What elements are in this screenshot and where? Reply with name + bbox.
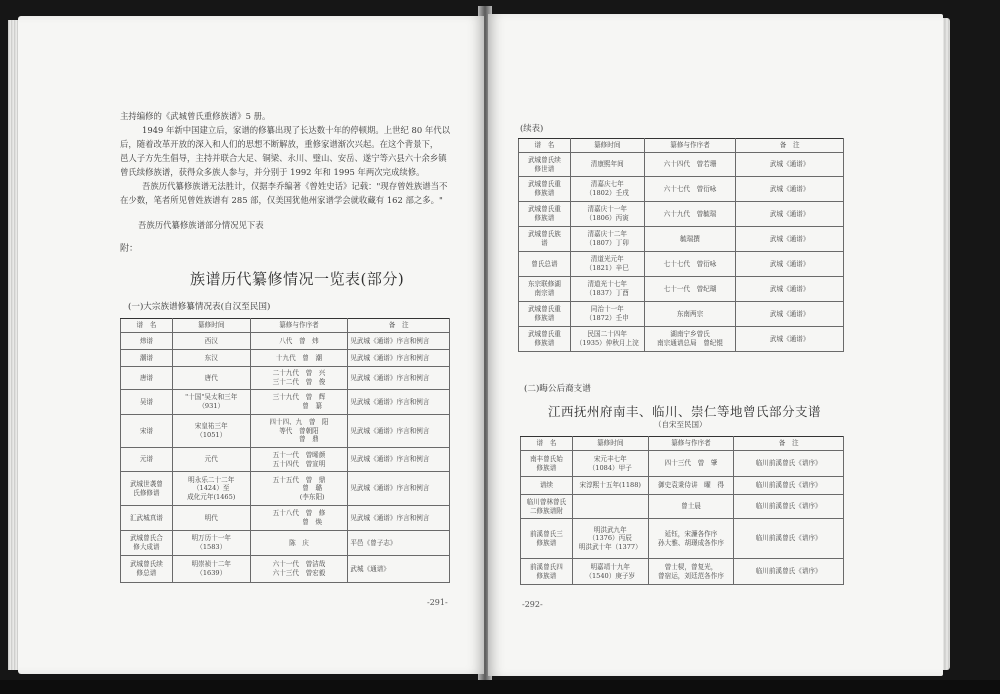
cell: 前溪曾氏三 修族谱: [521, 519, 573, 559]
cell: 六十一代 曾洁哉 六十三代 曾宏毅: [250, 556, 348, 583]
appendix-label: 附：: [120, 244, 139, 254]
cell: [572, 495, 648, 519]
cell: 明永乐二十二年 （1424）至 成化元年(1465): [172, 472, 250, 506]
cell: 武城曾氏重 修族谱: [519, 202, 571, 227]
cell: 武城《通谱》: [736, 277, 844, 302]
cell: 曾士晨: [648, 495, 734, 519]
col-header: 纂修时间: [172, 319, 250, 333]
cell: 曾氏总谱: [519, 252, 571, 277]
table-row: [121, 472, 450, 506]
cell: 宋元丰七年 （1084）甲子: [572, 451, 648, 477]
table-row: [519, 227, 844, 252]
cell: 清康熙年间: [570, 153, 644, 177]
page-number-right: -292-: [522, 600, 543, 609]
cell: 武城曾氏重 修族谱: [519, 327, 571, 352]
cell: 八代 曾 炜: [250, 333, 348, 350]
intro-line: 在少数，笔者所见曾姓族谱有 285 部，仅美国犹他州家谱学会就收藏有 162 部之多。": [120, 195, 443, 205]
cell: 六十九代 曾毓瑞: [644, 202, 736, 227]
cell: 临川前溪曾氏《谱序》: [734, 451, 844, 477]
table-row: [519, 153, 844, 177]
cell: 武城《通谱》: [736, 177, 844, 202]
cell: 明代: [172, 506, 250, 531]
cell: 十九代 曾 潮: [250, 350, 348, 367]
col-header: 备 注: [734, 437, 844, 451]
table-row: [519, 277, 844, 302]
table-row: [121, 350, 450, 367]
section2-title: 江西抚州府南丰、临川、崇仁等地曾氏部分支谱: [548, 404, 822, 419]
table-row: [519, 302, 844, 327]
cell: 武城《通谱》: [736, 252, 844, 277]
cell: 武城《通谱》: [736, 153, 844, 177]
col-header: 纂修时间: [570, 139, 644, 153]
cell: 七十七代 曾衍咏: [644, 252, 736, 277]
cell: 毓瑞撰: [644, 227, 736, 252]
table-great-lineage: [120, 318, 450, 583]
table-continued: [518, 138, 844, 352]
cell: 五十八代 曾 修 曾 焕: [250, 506, 348, 531]
cell: 六十七代 曾衍咏: [644, 177, 736, 202]
cell: 见武城《通谱》序言和例言: [348, 472, 450, 506]
cell: 同治十一年 （1872）壬申: [570, 302, 644, 327]
cell: 见武城《通谱》序言和例言: [348, 390, 450, 415]
cell: 平邑《曾子志》: [348, 531, 450, 556]
cell: 武城《通谱》: [736, 202, 844, 227]
table-row: [121, 415, 450, 448]
col-header: 纂修与作序者: [250, 319, 348, 333]
cell: 清嘉庆十一年 （1806）丙寅: [570, 202, 644, 227]
cell: 清道光十七年 （1837）丁酉: [570, 277, 644, 302]
cell: 宋谱: [121, 415, 173, 448]
main-title: 族谱历代纂修情况一览表(部分): [190, 270, 405, 288]
cell: 元谱: [121, 448, 173, 472]
table1-caption: (一)大宗族谱修纂情况表(自汉至民国): [128, 302, 271, 312]
cell: 武城《通谱》: [736, 227, 844, 252]
table-row: [521, 519, 844, 559]
col-header: 备 注: [348, 319, 450, 333]
cell: 武城《通谱》: [736, 327, 844, 352]
cell: 临川曾林曾氏 二修族谱附: [521, 495, 573, 519]
col-header: 备 注: [736, 139, 844, 153]
cell: 武城曾氏重 修族谱: [519, 177, 571, 202]
table-row: [519, 327, 844, 352]
table-row: [121, 333, 450, 350]
cell: 五十一代 曾晞颜 五十四代 曾宣明: [250, 448, 348, 472]
cell: 清嘉庆十二年 （1807）丁卯: [570, 227, 644, 252]
cell: 武城曾氏合 修大成谱: [121, 531, 173, 556]
table-row: [521, 559, 844, 585]
cell: 见武城《通谱》序言和例言: [348, 333, 450, 350]
cell: 明万历十一年 （1583）: [172, 531, 250, 556]
cell: 武城曾氏续 修总谱: [121, 556, 173, 583]
cell: 五十五代 曾 鼎 曾 璐 (李东阳): [250, 472, 348, 506]
cell: 明嘉靖十九年 （1540）庚子岁: [572, 559, 648, 585]
cell: 临川前溪曾氏《谱序》: [734, 495, 844, 519]
cell: 武城曾氏续 修世谱: [519, 153, 571, 177]
intro-line: 后，随着改革开放的深入和人们的思想不断解放，重修家谱渐次兴起。在这个背景下，: [120, 139, 439, 149]
table-row: [521, 477, 844, 495]
cell: 见武城《通谱》序言和例言: [348, 506, 450, 531]
cell: 谱续: [521, 477, 573, 495]
table-row: [121, 390, 450, 415]
cell: 临川前溪曾氏《谱序》: [734, 519, 844, 559]
table-row: [121, 448, 450, 472]
cell: 明崇祯十二年 （1639）: [172, 556, 250, 583]
cell: 武城曾氏族 谱: [519, 227, 571, 252]
cell: 曾士棂，曾复光， 曾宿运，刘廷范各作序: [648, 559, 734, 585]
cell: 汇武城真谱: [121, 506, 173, 531]
cell: 二十九代 曾 兴 三十二代 曾 俊: [250, 367, 348, 390]
cell: 六十四代 曾若珊: [644, 153, 736, 177]
cell: 唐谱: [121, 367, 173, 390]
cell: 宋皇祐三年 （1051）: [172, 415, 250, 448]
table-row: [519, 177, 844, 202]
col-header: 纂修时间: [572, 437, 648, 451]
cell: 武城《通谱》: [736, 302, 844, 327]
continued-label: (续表): [520, 123, 544, 133]
table-surface: [0, 680, 1000, 694]
cell: 炜谱: [121, 333, 173, 350]
intro-line: 曾氏续修族谱，获得众多族人参与，并分别于 1992 年和 1995 年两次完成续修。: [120, 167, 425, 177]
col-header: 纂修与作序者: [648, 437, 734, 451]
cell: 明洪武九年 （1376）丙辰 明洪武十年（1377）: [572, 519, 648, 559]
cell: 三十九代 曾 辉 曾 纂: [250, 390, 348, 415]
cell: 元代: [172, 448, 250, 472]
cell: 见武城《通谱》序言和例言: [348, 448, 450, 472]
cell: 武城《通谱》: [348, 556, 450, 583]
cell: 陈 庆: [250, 531, 348, 556]
col-header: 谱 名: [519, 139, 571, 153]
section2-subtitle: （自宋至民国）: [654, 420, 707, 429]
intro-line: 邑人子方先生倡导，主持并联合大足、铜梁、永川、璧山、安岳、遂宁等六县六十余乡镇: [120, 153, 447, 163]
col-header: 纂修与作序者: [644, 139, 736, 153]
cell: "十国"吴太和三年 （931）: [172, 390, 250, 415]
cell: 见武城《通谱》序言和例言: [348, 415, 450, 448]
cell: 吴谱: [121, 390, 173, 415]
cell: 四十四、九 曾 阳 等代 曾朝阳 曾 鼎: [250, 415, 348, 448]
table-branch-lineage: [520, 436, 844, 585]
cell: 清嘉庆七年 （1802）壬戌: [570, 177, 644, 202]
intro-line: 1949 年新中国建立后，家谱的修纂出现了长达数十年的停顿期。上世纪 80 年代以: [142, 125, 450, 135]
col-header: 谱 名: [521, 437, 573, 451]
cell: 民国二十四年 （1935）仲秋月上浣: [570, 327, 644, 352]
table-row: [121, 556, 450, 583]
table-row: [521, 495, 844, 519]
section-note: 吾族历代纂修族谱部分情况见下表: [138, 220, 264, 230]
cell: 四十三代 曾 肇: [648, 451, 734, 477]
cell: 临川前溪曾氏《谱序》: [734, 477, 844, 495]
table-row: [121, 531, 450, 556]
col-header: 谱 名: [121, 319, 173, 333]
cell: 延钰，宋濂各作序 孙大雅、胡璟成各作序: [648, 519, 734, 559]
cell: 前溪曾氏四 修族谱: [521, 559, 573, 585]
cell: 西汉: [172, 333, 250, 350]
cell: 东汉: [172, 350, 250, 367]
cell: 武城世袭曾 氏修修谱: [121, 472, 173, 506]
table-row: [121, 367, 450, 390]
table-row: [521, 451, 844, 477]
cell: 七十一代 曾纪瑚: [644, 277, 736, 302]
cell: 御史袁秉侍讲 曜 得: [648, 477, 734, 495]
cell: 见武城《通谱》序言和例言: [348, 367, 450, 390]
cell: 见武城《通谱》序言和例言: [348, 350, 450, 367]
cell: 清道光元年 （1821）辛巳: [570, 252, 644, 277]
table-row: [519, 202, 844, 227]
cell: 东南两宗: [644, 302, 736, 327]
section2-caption: (二)晦公后裔支谱: [524, 384, 591, 394]
cell: 南丰曾氏始 修族谱: [521, 451, 573, 477]
table-row: [519, 252, 844, 277]
cell: 湖南宁乡曾氏 南宗通谱总局 曾纪锟: [644, 327, 736, 352]
table-row: [121, 506, 450, 531]
intro-line: 主持编修的《武城曾氏重修族谱》5 册。: [120, 111, 271, 121]
intro-line: 吾族历代纂修族谱无法胜计，仅据李乔编著《曾姓史话》记载："现存曾姓族谱当不: [142, 181, 448, 191]
cell: 东宗联修湖 南宗谱: [519, 277, 571, 302]
cell: 临川前溪曾氏《谱序》: [734, 559, 844, 585]
cell: 唐代: [172, 367, 250, 390]
cell: 武城曾氏重 修族谱: [519, 302, 571, 327]
cell: 宋淳熙十五年(1188): [572, 477, 648, 495]
cell: 潮谱: [121, 350, 173, 367]
page-number-left: -291-: [427, 598, 448, 607]
